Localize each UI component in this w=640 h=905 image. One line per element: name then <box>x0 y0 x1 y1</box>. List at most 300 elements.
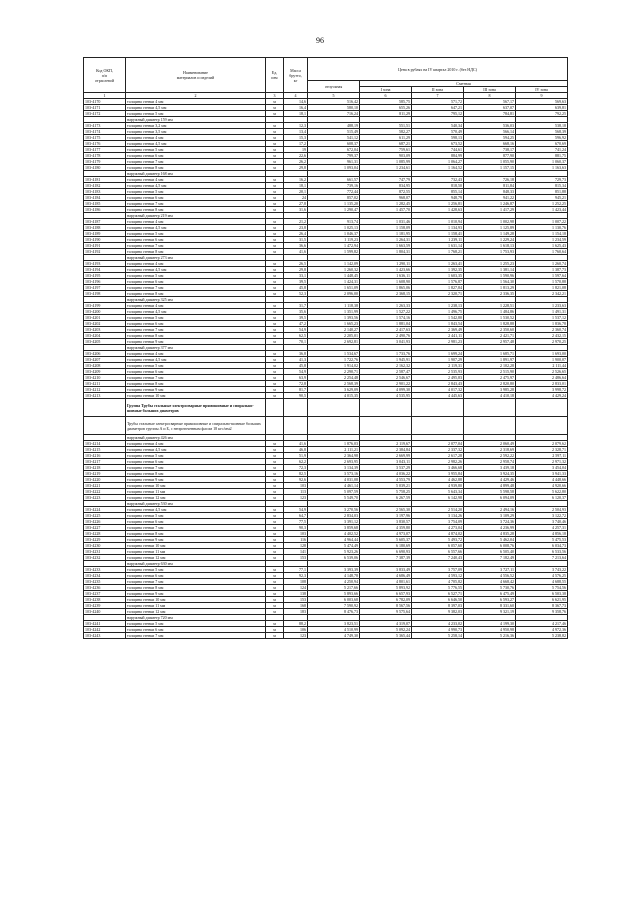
zone2-price-cell: 1 496,75 <box>412 309 464 315</box>
code-cell: 103-4177 <box>84 147 126 153</box>
zone3-price-cell: 877,90 <box>464 153 516 159</box>
unit-cell: м <box>266 357 284 363</box>
mass-cell: 54,9 <box>284 369 308 375</box>
name-cell: толщина стенки 5 мм <box>126 147 266 153</box>
name-cell: толщина стенки 12 мм <box>126 555 266 561</box>
zone3-price-cell: 2 957,48 <box>464 339 516 345</box>
zone1-price-cell: 1 031,46 <box>360 219 412 225</box>
dispatch-price-cell: 1 472,94 <box>308 243 360 249</box>
zone3-price-cell: 9 321,19 <box>464 609 516 615</box>
zone1-price-cell: 1 804,31 <box>360 249 412 255</box>
name-cell: толщина стенки 4,5 мм <box>126 105 266 111</box>
dispatch-price-cell: 1 025,13 <box>308 225 360 231</box>
name-cell: толщина стенки 3,2 мм <box>126 123 266 129</box>
mass-cell: 103 <box>284 531 308 537</box>
zone4-price-cell: 1 821,08 <box>516 285 568 291</box>
unit-cell: м <box>266 447 284 453</box>
unit-cell: м <box>266 231 284 237</box>
zone4-price-cell: 2 971,32 <box>516 459 568 465</box>
zone1-price-cell: 6 782,09 <box>360 597 412 603</box>
dispatch-price-cell: 3 393,39 <box>308 567 360 573</box>
mass-cell: 23,8 <box>284 225 308 231</box>
name-cell: толщина стенки 6 мм <box>126 459 266 465</box>
empty-cell <box>284 417 308 435</box>
mass-cell: 108 <box>284 579 308 585</box>
mass-cell: 15,3 <box>284 135 308 141</box>
dispatch-price-cell: 672,04 <box>308 147 360 153</box>
zone4-price-cell: 1 491,31 <box>516 309 568 315</box>
name-cell: толщина стенки 4,5 мм <box>126 447 266 453</box>
zone3-price-cell: 1 813,29 <box>464 285 516 291</box>
dispatch-price-cell: 2 111,21 <box>308 447 360 453</box>
zone1-price-cell: 2 384,84 <box>360 447 412 453</box>
zone1-price-cell: 655,26 <box>360 105 412 111</box>
code-cell: 103-4243 <box>84 633 126 639</box>
zone3-price-cell: 4 199,30 <box>464 621 516 627</box>
header-zone-2: II зона <box>412 87 464 93</box>
zone3-price-cell: 2 592,22 <box>464 453 516 459</box>
unit-cell: м <box>266 219 284 225</box>
colnum-9: 9 <box>516 93 568 99</box>
zone1-price-cell: 3 833,49 <box>360 567 412 573</box>
code-cell: 103-4210 <box>84 375 126 381</box>
name-cell: толщина стенки 8 мм <box>126 249 266 255</box>
code-cell: 103-4181 <box>84 177 126 183</box>
unit-cell: м <box>266 267 284 273</box>
zone4-price-cell: 2 970,25 <box>516 339 568 345</box>
unit-cell: м <box>266 627 284 633</box>
code-cell: 103-4173 <box>84 123 126 129</box>
unit-cell: м <box>266 453 284 459</box>
zone4-price-cell: 851,88 <box>516 189 568 195</box>
unit-cell: м <box>266 495 284 501</box>
dispatch-price-cell: 2 834,03 <box>308 513 360 519</box>
colnum-7: 7 <box>412 93 464 99</box>
dispatch-price-cell: 2 254,48 <box>308 375 360 381</box>
name-cell: толщина стенки 11 мм <box>126 489 266 495</box>
zone3-price-cell: 3 109,29 <box>464 513 516 519</box>
mass-cell: 12,3 <box>284 123 308 129</box>
name-cell: толщина стенки 7 мм <box>126 243 266 249</box>
mass-cell: 21,2 <box>284 219 308 225</box>
zone4-price-cell: 2 597,11 <box>516 453 568 459</box>
zone2-price-cell: 1 134,93 <box>412 225 464 231</box>
code-cell: 103-4228 <box>84 531 126 537</box>
unit-cell: м <box>266 303 284 309</box>
code-cell: 103-4196 <box>84 279 126 285</box>
header-name-line1: Наименование <box>183 70 208 75</box>
zone1-price-cell: 2 546,67 <box>360 375 412 381</box>
zone1-price-cell: 2 565,30 <box>360 507 412 513</box>
zone4-price-cell: 2 360,74 <box>516 327 568 333</box>
unit-cell: м <box>266 141 284 147</box>
zone2-price-cell: 2 982,26 <box>412 459 464 465</box>
unit-cell: м <box>266 237 284 243</box>
name-cell: толщина стенки 5 мм <box>126 273 266 279</box>
zone4-price-cell: 4 217,46 <box>516 621 568 627</box>
zone1-price-cell: 611,29 <box>360 135 412 141</box>
unit-cell: м <box>266 225 284 231</box>
unit-cell: м <box>266 507 284 513</box>
zone1-price-cell: 4 359,80 <box>360 525 412 531</box>
zone1-price-cell: 1 181,95 <box>360 231 412 237</box>
name-cell: толщина стенки 6 мм <box>126 573 266 579</box>
mass-cell: 29,8 <box>284 165 308 171</box>
dispatch-price-cell: 5 474,49 <box>308 543 360 549</box>
mass-cell: 45,8 <box>284 285 308 291</box>
zone1-price-cell: 6 180,69 <box>360 543 412 549</box>
zone3-price-cell: 2 060,49 <box>464 441 516 447</box>
mass-cell: 36,8 <box>284 351 308 357</box>
zone1-price-cell: 3 197,96 <box>360 513 412 519</box>
dispatch-price-cell: 5 549,70 <box>308 495 360 501</box>
name-cell: толщина стенки 4 мм <box>126 177 266 183</box>
zone4-price-cell: 2 486,64 <box>516 375 568 381</box>
zone4-price-cell: 4 257,31 <box>516 525 568 531</box>
group-label: наружный диаметр 219 мм <box>126 213 266 219</box>
zone4-price-cell: 881,75 <box>516 153 568 159</box>
zone1-price-cell: 872,55 <box>360 189 412 195</box>
mass-cell: 31,6 <box>284 207 308 213</box>
unit-cell: м <box>266 585 284 591</box>
zone4-price-cell: 2 328,71 <box>516 447 568 453</box>
zone4-price-cell: 3 740,46 <box>516 519 568 525</box>
empty-cell <box>284 399 308 417</box>
zone2-price-cell: 3 466,68 <box>412 465 464 471</box>
name-cell: толщина стенки 7 мм <box>126 285 266 291</box>
mass-cell: 72,8 <box>284 381 308 387</box>
unit-cell: м <box>266 525 284 531</box>
code-cell: 103-4174 <box>84 129 126 135</box>
zone3-price-cell: 2 494,16 <box>464 507 516 513</box>
empty-cell <box>412 417 464 435</box>
dispatch-price-cell: 857,02 <box>308 195 360 201</box>
zone4-price-cell: 3 122,72 <box>516 513 568 519</box>
note-row <box>84 417 568 435</box>
mass-cell: 31,7 <box>284 303 308 309</box>
empty-cell <box>412 399 464 417</box>
code-cell: 103-4220 <box>84 477 126 483</box>
zone2-price-cell: 8 397,03 <box>412 603 464 609</box>
zone1-price-cell: 1 085,99 <box>360 159 412 165</box>
zone4-price-cell: 569,63 <box>516 99 568 105</box>
zone1-price-cell: 1 608,90 <box>360 279 412 285</box>
zone2-price-cell: 5 493,72 <box>412 537 464 543</box>
mass-cell: 17,2 <box>284 141 308 147</box>
empty-cell <box>308 417 360 435</box>
zone2-price-cell: 1 239,11 <box>412 237 464 243</box>
zone3-price-cell: 2 350,60 <box>464 327 516 333</box>
name-cell: толщина стенки 7 мм <box>126 465 266 471</box>
unit-cell: м <box>266 609 284 615</box>
zone4-price-cell: 945,21 <box>516 195 568 201</box>
mass-cell: 113 <box>284 489 308 495</box>
zone3-price-cell: 5 216,36 <box>464 633 516 639</box>
name-cell: толщина стенки 10 мм <box>126 543 266 549</box>
unit-cell: м <box>266 135 284 141</box>
zone1-price-cell: 687,21 <box>360 141 412 147</box>
mass-cell: 22,6 <box>284 153 308 159</box>
zone3-price-cell: 5 462,04 <box>464 537 516 543</box>
name-cell: толщина стенки 7 мм <box>126 375 266 381</box>
mass-cell: 62,5 <box>284 333 308 339</box>
group-label: наружный диаметр 168 мм <box>126 171 266 177</box>
dispatch-price-cell: 2 205,01 <box>308 333 360 339</box>
name-cell: толщина стенки 9 мм <box>126 477 266 483</box>
dispatch-price-cell: 3 859,68 <box>308 525 360 531</box>
zone2-price-cell: 4 874,02 <box>412 531 464 537</box>
zone2-price-cell: 4 445,63 <box>412 393 464 399</box>
dispatch-price-cell: 2 692,81 <box>308 339 360 345</box>
header-code-line2: п/п <box>101 72 108 78</box>
zone1-price-cell: 3 043,11 <box>360 459 412 465</box>
header-code-line1: Код ОКП, <box>96 67 113 73</box>
zone1-price-cell: 1 282,45 <box>360 201 412 207</box>
code-cell: 103-4225 <box>84 513 126 519</box>
dispatch-price-cell: 3 391,12 <box>308 519 360 525</box>
zone1-price-cell: 6 690,93 <box>360 549 412 555</box>
zone1-price-cell: 1 527,22 <box>360 309 412 315</box>
zone3-price-cell: 6 505,40 <box>464 549 516 555</box>
mass-cell: 14,6 <box>284 99 308 105</box>
dispatch-price-cell: 3 823,51 <box>308 621 360 627</box>
mass-cell: 36,6 <box>284 243 308 249</box>
code-cell: 103-4232 <box>84 555 126 561</box>
zone1-price-cell: 968,07 <box>360 195 412 201</box>
zone2-price-cell: 3 955,84 <box>412 471 464 477</box>
zone2-price-cell: 948,79 <box>412 195 464 201</box>
dispatch-price-cell: 1 424,31 <box>308 279 360 285</box>
code-cell: 103-4185 <box>84 201 126 207</box>
zone4-price-cell: 1 387,73 <box>516 267 568 273</box>
mass-cell: 63,9 <box>284 375 308 381</box>
zone4-price-cell: 3 998,72 <box>516 387 568 393</box>
zone3-price-cell: 2 421,71 <box>464 333 516 339</box>
unit-cell: м <box>266 369 284 375</box>
dispatch-price-cell: 1 599,82 <box>308 249 360 255</box>
name-cell: толщина стенки 6 мм <box>126 321 266 327</box>
dispatch-price-cell: 1 135,20 <box>308 201 360 207</box>
zone2-price-cell: 6 527,71 <box>412 591 464 597</box>
zone1-price-cell: 1 264,31 <box>360 237 412 243</box>
zone3-price-cell: 536,03 <box>464 123 516 129</box>
mass-cell: 168 <box>284 603 308 609</box>
mass-cell: 31,5 <box>284 237 308 243</box>
zone3-price-cell: 3 985,28 <box>464 387 516 393</box>
code-cell: 103-4207 <box>84 357 126 363</box>
zone4-price-cell: 1 252,25 <box>516 201 568 207</box>
group-label: наружный диаметр 273 мм <box>126 255 266 261</box>
zone3-price-cell: 4 236,99 <box>464 525 516 531</box>
mass-cell: 52,3 <box>284 291 308 297</box>
name-cell: толщина стенки 9 мм <box>126 537 266 543</box>
zone3-price-cell: 6 094,09 <box>464 495 516 501</box>
mass-cell: 88,2 <box>284 621 308 627</box>
unit-cell: м <box>266 477 284 483</box>
zone2-price-cell: 3 134,26 <box>412 513 464 519</box>
zone4-price-cell: 4 688,55 <box>516 579 568 585</box>
zone3-price-cell: 1 685,71 <box>464 351 516 357</box>
zone3-price-cell: 1 891,97 <box>464 357 516 363</box>
zone1-price-cell: 6 267,59 <box>360 495 412 501</box>
zone3-price-cell: 8 331,60 <box>464 603 516 609</box>
zone2-price-cell: 732,43 <box>412 177 464 183</box>
mass-cell: 39,5 <box>284 279 308 285</box>
header-name <box>126 58 266 93</box>
zone4-price-cell: 3 743,22 <box>516 567 568 573</box>
zone3-price-cell: 6 008,76 <box>464 543 516 549</box>
zone1-price-cell: 747,79 <box>360 177 412 183</box>
unit-cell: м <box>266 315 284 321</box>
zone2-price-cell: 1 238,13 <box>412 303 464 309</box>
unit-cell: м <box>266 513 284 519</box>
dispatch-price-cell: 4 402,52 <box>308 531 360 537</box>
mass-cell: 18,1 <box>284 111 308 117</box>
dispatch-price-cell: 3 134,39 <box>308 465 360 471</box>
zone3-price-cell: 5 598,58 <box>464 489 516 495</box>
unit-cell: м <box>266 285 284 291</box>
zone1-price-cell: 1 574,16 <box>360 315 412 321</box>
code-cell: 103-4217 <box>84 459 126 465</box>
header-mass-line1: Масса <box>290 67 301 73</box>
zone1-price-cell: 4 801,61 <box>360 579 412 585</box>
dispatch-price-cell: 580,10 <box>308 105 360 111</box>
zone3-price-cell: 5 730,76 <box>464 585 516 591</box>
unit-cell: м <box>266 243 284 249</box>
zone2-price-cell: 1 164,52 <box>412 165 464 171</box>
code-cell: 103-4202 <box>84 321 126 327</box>
name-cell: толщина стенки 8 мм <box>126 207 266 213</box>
dispatch-price-cell: 5 097,59 <box>308 489 360 495</box>
name-cell: толщина стенки 8 мм <box>126 471 266 477</box>
name-cell: толщина стенки 10 мм <box>126 597 266 603</box>
code-cell: 103-4184 <box>84 195 126 201</box>
name-cell: толщина стенки 7 мм <box>126 633 266 639</box>
mass-cell: 54,9 <box>284 327 308 333</box>
dispatch-price-cell: 1 260,32 <box>308 267 360 273</box>
zone3-price-cell: 1 828,88 <box>464 321 516 327</box>
mass-cell: 41,6 <box>284 249 308 255</box>
header-mass-line3: кг <box>293 77 298 83</box>
code-cell: 103-4241 <box>84 621 126 627</box>
zone2-price-cell: 6 557,66 <box>412 549 464 555</box>
mass-cell: 64,7 <box>284 513 308 519</box>
zone2-price-cell: 855,14 <box>412 189 464 195</box>
unit-cell: м <box>266 105 284 111</box>
header-zone-4: IV зона <box>516 87 568 93</box>
unit-cell: м <box>266 363 284 369</box>
code-cell: 103-4229 <box>84 537 126 543</box>
code-cell: 103-4239 <box>84 603 126 609</box>
zone2-price-cell: 2 441,11 <box>412 333 464 339</box>
name-cell: толщина стенки 9 мм <box>126 591 266 597</box>
unit-cell: м <box>266 99 284 105</box>
dispatch-price-cell: 716,24 <box>308 111 360 117</box>
zone3-price-cell: 668,16 <box>464 141 516 147</box>
note-code-cell <box>84 417 126 435</box>
zone4-price-cell: 792,25 <box>516 111 568 117</box>
dispatch-price-cell: 1 393,56 <box>308 315 360 321</box>
name-cell: толщина стенки 8 мм <box>126 585 266 591</box>
empty-cell <box>464 399 516 417</box>
name-cell: толщина стенки 7 мм <box>126 579 266 585</box>
dispatch-price-cell: 7 590,92 <box>308 603 360 609</box>
zone3-price-cell: 726,18 <box>464 177 516 183</box>
zone2-price-cell: 1 428,63 <box>412 207 464 213</box>
zone2-price-cell: 1 907,29 <box>412 357 464 363</box>
unit-cell: м <box>266 375 284 381</box>
zone1-price-cell: 551,51 <box>360 123 412 129</box>
zone3-price-cell: 1 125,89 <box>464 225 516 231</box>
zone1-price-cell: 2 119,67 <box>360 441 412 447</box>
name-cell: толщина стенки 4 мм <box>126 351 266 357</box>
section-title: Группа Трубы стальные электросварные прямошовные и спирально-шовные больших диаметров <box>126 399 266 417</box>
unit-cell: м <box>266 471 284 477</box>
code-cell: 103-4226 <box>84 519 126 525</box>
name-cell: толщина стенки 6 мм <box>126 279 266 285</box>
header-mass <box>284 58 308 93</box>
zone2-price-cell: 2 495,83 <box>412 375 464 381</box>
mass-cell: 123 <box>284 495 308 501</box>
code-cell: 103-4176 <box>84 141 126 147</box>
dispatch-price-cell: 6 539,06 <box>308 555 360 561</box>
zone2-price-cell: 1 843,54 <box>412 321 464 327</box>
unit-cell: м <box>266 195 284 201</box>
colnum-1: 1 <box>84 93 126 99</box>
zone2-price-cell: 1 576,87 <box>412 279 464 285</box>
unit-cell: м <box>266 177 284 183</box>
dispatch-price-cell: 2 693,95 <box>308 459 360 465</box>
zone2-price-cell: 4 939,80 <box>412 483 464 489</box>
zone1-price-cell: 5 092,24 <box>360 627 412 633</box>
code-cell: 103-4223 <box>84 495 126 501</box>
zone1-price-cell: 582,27 <box>360 129 412 135</box>
name-cell: толщина стенки 8 мм <box>126 165 266 171</box>
dispatch-price-cell: 3 629,09 <box>308 387 360 393</box>
code-cell: 103-4238 <box>84 597 126 603</box>
code-cell: 103-4197 <box>84 285 126 291</box>
dispatch-price-cell: 516,42 <box>308 99 360 105</box>
zone3-price-cell: 1 530,52 <box>464 315 516 321</box>
dispatch-price-cell: 2 096,00 <box>308 291 360 297</box>
zone2-price-cell: 2 535,93 <box>412 369 464 375</box>
note-text: Трубы стальные электросварные прямошовные и спирально-шовные больших диаметров группы А и Б, с непроточенным фасом 18 кгс/мм2 <box>126 417 266 435</box>
name-cell: толщина стенки 4,5 мм <box>126 507 266 513</box>
unit-cell: м <box>266 111 284 117</box>
zone1-price-cell: 4 036,22 <box>360 471 412 477</box>
dispatch-price-cell: 1 351,99 <box>308 309 360 315</box>
name-cell: толщина стенки 11 мм <box>126 603 266 609</box>
code-cell: 103-4204 <box>84 333 126 339</box>
code-cell: 103-4187 <box>84 219 126 225</box>
mass-cell: 77,1 <box>284 567 308 573</box>
dispatch-price-cell: 661,57 <box>308 177 360 183</box>
unit-cell: м <box>266 519 284 525</box>
name-cell: толщина стенки 4 мм <box>126 303 266 309</box>
zone4-price-cell: 8 367,73 <box>516 603 568 609</box>
code-cell: 103-4195 <box>84 273 126 279</box>
dispatch-price-cell: 5 923,26 <box>308 549 360 555</box>
group-label: наружный диаметр 426 мм <box>126 435 266 441</box>
zone3-price-cell: 848,33 <box>464 189 516 195</box>
name-cell: толщина стенки 12 мм <box>126 495 266 501</box>
name-cell: толщина стенки 5 мм <box>126 315 266 321</box>
mass-cell: 35,6 <box>284 309 308 315</box>
zone4-price-cell: 670,69 <box>516 141 568 147</box>
zone3-price-cell: 1 484,86 <box>464 309 516 315</box>
zone3-price-cell: 2 336,35 <box>464 291 516 297</box>
name-cell: толщина стенки 5 мм <box>126 567 266 573</box>
